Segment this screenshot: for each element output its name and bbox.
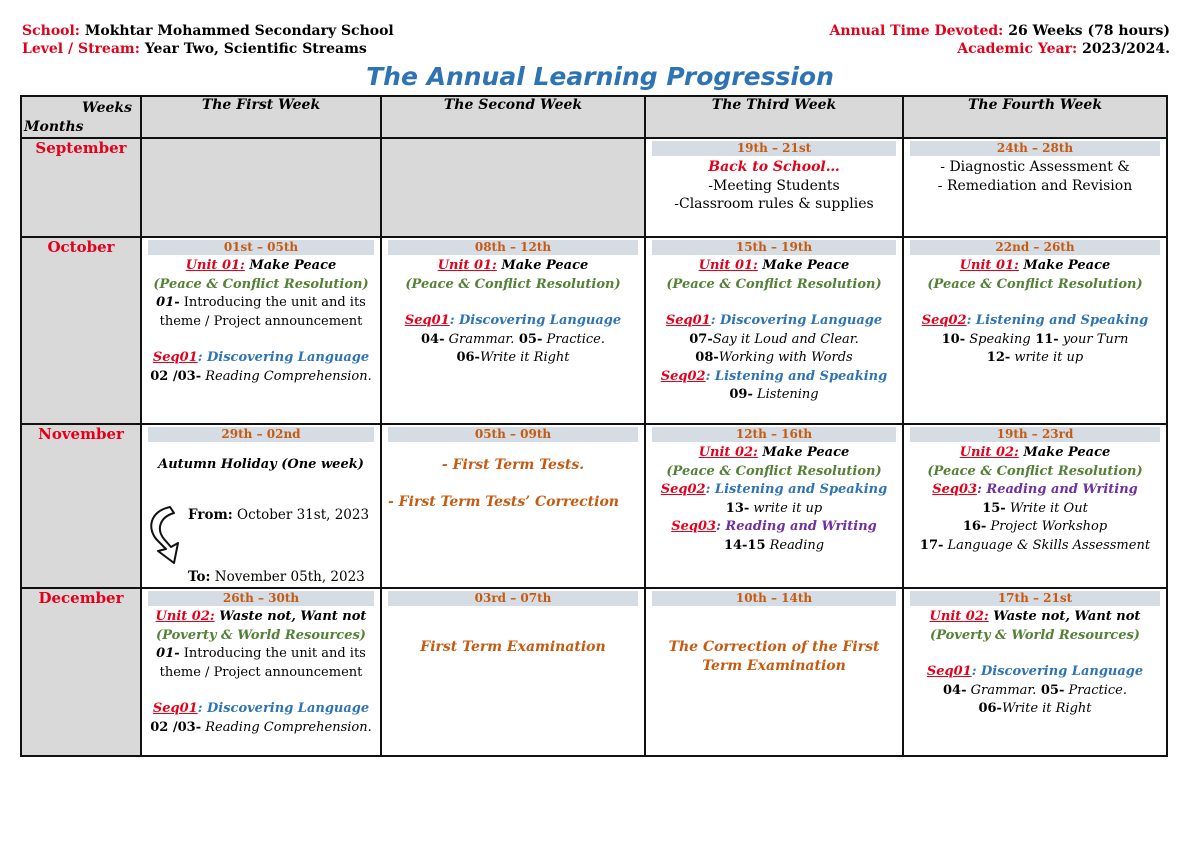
date-range: 08th – 12th xyxy=(388,240,638,255)
week-header: The Fourth Week xyxy=(903,96,1167,138)
date-range: 19th – 23rd xyxy=(910,427,1160,442)
date-range: 19th – 21st xyxy=(652,141,896,156)
level-line: Level / Stream: Year Two, Scientific Streams xyxy=(22,41,367,57)
corner-cell: Weeks Months xyxy=(21,96,141,138)
cell-nov-w3: 12th – 16th Unit 02: Make Peace (Peace & Conflict Resolution) Seq02: Listening and Speaking 13- write it up Seq03: Reading and Writing 14-15 Reading xyxy=(645,424,903,588)
page-title: The Annual Learning Progression xyxy=(366,62,834,91)
row-october xyxy=(21,237,1167,424)
cell-sep-w3: 19th – 21st Back to School… -Meeting Students -Classroom rules & supplies xyxy=(645,138,903,237)
header-row xyxy=(21,96,1167,138)
date-range: 17th – 21st xyxy=(910,591,1160,606)
row-november xyxy=(21,424,1167,588)
date-range: 24th – 28th xyxy=(910,141,1160,156)
date-range: 10th – 14th xyxy=(652,591,896,606)
cell-oct-w3: 15th – 19th Unit 01: Make Peace (Peace & Conflict Resolution) Seq01: Discovering Language 07-Say it Loud and Clear. 08-Working with Words Seq02: Listening and Speaking 09- Listening xyxy=(645,237,903,424)
cell-oct-w4: 22nd – 26th Unit 01: Make Peace (Peace & Conflict Resolution) Seq02: Listening and Speaking 10- Speaking 11- your Turn 12- write it up xyxy=(903,237,1167,424)
cell-nov-w4: 19th – 23rd Unit 02: Make Peace (Peace & Conflict Resolution) Seq03: Reading and Writing 15- Write it Out 16- Project Workshop 17- Language & Skills Assessment xyxy=(903,424,1167,588)
holiday-to: To: November 05th, 2023 xyxy=(188,569,365,585)
time-info xyxy=(830,22,1171,58)
month-label: November xyxy=(21,424,141,588)
week-header: The Second Week xyxy=(381,96,645,138)
date-range: 29th – 02nd xyxy=(148,427,374,442)
month-label: September xyxy=(21,138,141,237)
empty-cell xyxy=(381,138,645,237)
cell-dec-w3: 10th – 14th The Correction of the First Term Examination xyxy=(645,588,903,756)
date-range: 15th – 19th xyxy=(652,240,896,255)
holiday-from: From: October 31st, 2023 xyxy=(188,507,370,523)
date-range: 22nd – 26th xyxy=(910,240,1160,255)
date-range: 01st – 05th xyxy=(148,240,374,255)
row-september xyxy=(21,138,1167,237)
month-label: December xyxy=(21,588,141,756)
cell-dec-w2: 03rd – 07th First Term Examination xyxy=(381,588,645,756)
week-header: The First Week xyxy=(141,96,381,138)
cell-nov-w2: 05th – 09th - First Term Tests. - First Term Tests’ Correction xyxy=(381,424,645,588)
row-december xyxy=(21,588,1167,756)
school-info xyxy=(22,22,394,58)
cell-oct-w1: 01st – 05th Unit 01: Make Peace (Peace & Conflict Resolution) 01- Introducing the unit and its theme / Project announcement Seq01: Discovering Language 02 /03- Reading Comprehension. xyxy=(141,237,381,424)
curved-arrow-icon xyxy=(144,503,184,567)
date-range: 03rd – 07th xyxy=(388,591,638,606)
cell-nov-w1: 29th – 02nd Autumn Holiday (One week) From: October 31st, 2023 To: November 05th, 2023 xyxy=(141,424,381,588)
school-line: School: Mokhtar Mohammed Secondary School xyxy=(22,23,394,39)
cell-sep-w4: 24th – 28th - Diagnostic Assessment & - Remediation and Revision xyxy=(903,138,1167,237)
empty-cell xyxy=(141,138,381,237)
cell-dec-w4: 17th – 21st Unit 02: Waste not, Want not (Poverty & World Resources) Seq01: Discovering Language 04- Grammar. 05- Practice. 06-Write it Right xyxy=(903,588,1167,756)
date-range: 12th – 16th xyxy=(652,427,896,442)
year-line: Academic Year: 2023/2024. xyxy=(957,41,1170,57)
week-header: The Third Week xyxy=(645,96,903,138)
cell-dec-w1: 26th – 30th Unit 02: Waste not, Want not (Poverty & World Resources) 01- Introducing the unit and its theme / Project announcement Seq01: Discovering Language 02 /03- Reading Comprehension. xyxy=(141,588,381,756)
date-range: 26th – 30th xyxy=(148,591,374,606)
time-line: Annual Time Devoted: 26 Weeks (78 hours) xyxy=(829,23,1170,39)
date-range: 05th – 09th xyxy=(388,427,638,442)
cell-oct-w2: 08th – 12th Unit 01: Make Peace (Peace & Conflict Resolution) Seq01: Discovering Language 04- Grammar. 05- Practice. 06-Write it Right xyxy=(381,237,645,424)
progression-table xyxy=(20,95,1168,757)
month-label: October xyxy=(21,237,141,424)
